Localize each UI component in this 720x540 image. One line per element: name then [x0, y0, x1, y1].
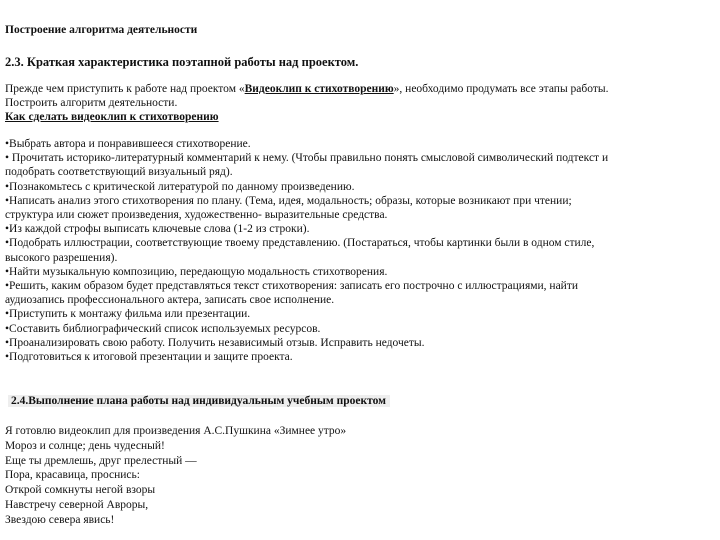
list-item-line: •Найти музыкальную композицию, передающую модальность стихотворения.: [5, 265, 388, 278]
poem-line: Звездою севера явись!: [5, 513, 115, 526]
list-item-line: структура или сюжет произведения, художественно- выразительные средства.: [5, 209, 388, 221]
list-item-line: подобрать соответствующий визуальный ряд).: [5, 166, 233, 179]
list-item-line: •Выбрать автора и понравившееся стихотворение.: [5, 138, 251, 150]
poem-line: Мороз и солнце; день чудесный!: [5, 439, 165, 452]
list-item-line: •Составить библиографический список используемых ресурсов.: [5, 322, 321, 335]
list-item-line: •Приступить к монтажу фильма или презентации.: [5, 308, 251, 321]
list-item-line: •Подобрать иллюстрации, соответствующие твоему представлению. (Постараться, чтобы картинки были в одном стиле,: [5, 237, 595, 250]
poem-line: Пора, красавица, проснись:: [5, 469, 140, 482]
poem-intro-line: Я готовлю видеоклип для произведения А.С.Пушкина «Зимнее утро»: [5, 425, 347, 437]
list-item-line: •Подготовиться к итоговой презентации и защите проекта.: [5, 351, 293, 363]
list-item-line: •Написать анализ этого стихотворения по плану. (Тема, идея, модальность; образы, которые возникают при чтении;: [5, 194, 572, 207]
section-2-4-heading-text: 2.4.Выполнение плана работы над индивидуальным учебным проектом: [8, 395, 390, 407]
list-item-line: •Проанализировать свою работу. Получить независимый отзыв. Исправить недочеты.: [5, 336, 425, 349]
poem-line: Открой сомкнуты негой взоры: [5, 484, 156, 497]
list-item-line: •Решить, каким образом будет представляться текст стихотворения: записать его построчно с иллюстрациями, найти: [5, 280, 579, 292]
list-item-line: • Прочитать историко-литературный комментарий к нему. (Чтобы правильно понять смысловой символический подтекст и: [5, 152, 609, 165]
intro-text-end: », необходимо продумать все этапы работы.: [393, 83, 609, 95]
list-item-line: высокого разрешения).: [5, 251, 118, 264]
poem-line: Еще ты дремлешь, друг прелестный —: [5, 454, 197, 467]
poem-line: Навстречу северной Авроры,: [5, 499, 149, 511]
list-item-line: •Из каждой строфы выписать ключевые слова (1-2 из строки).: [5, 223, 310, 236]
intro-text: Прежде чем приступить к работе над проектом «: [5, 83, 245, 95]
intro-line-1: [5, 82, 608, 96]
list-item-line: аудиозапись профессионального актера, записать свое исполнение.: [5, 294, 335, 307]
section-2-4-heading: [8, 394, 390, 408]
section-2-3-heading: 2.3. Краткая характеристика поэтапной работы над проектом.: [5, 55, 359, 69]
list-item-line: •Познакомьтесь с критической литературой по данному произведению.: [5, 180, 355, 193]
how-to-subheading: Как сделать видеоклип к стихотворению: [5, 111, 219, 123]
project-title-link[interactable]: Видеоклип к стихотворению: [244, 83, 394, 95]
intro-line-2: Построить алгоритм деятельности.: [5, 97, 178, 109]
document-title: Построение алгоритма деятельности: [5, 24, 198, 36]
